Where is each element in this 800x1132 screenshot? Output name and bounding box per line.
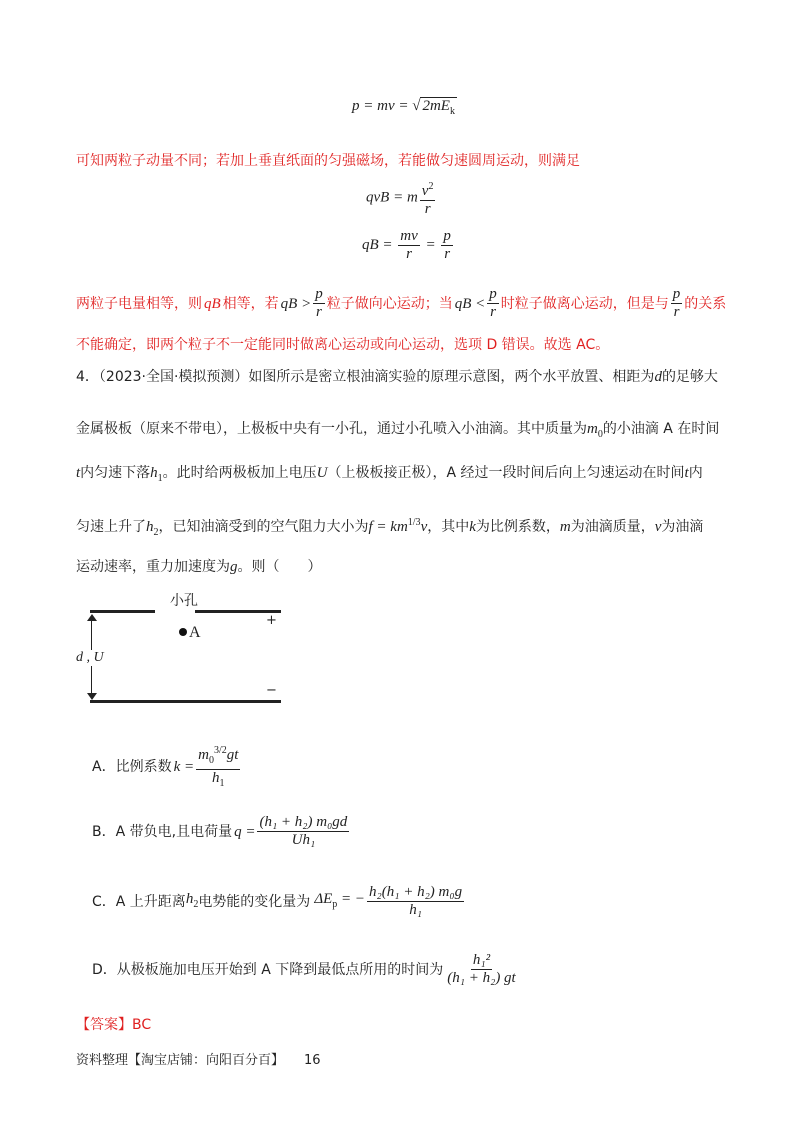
page-number: 16 xyxy=(304,1053,321,1068)
distance-voltage-label: d , U xyxy=(76,650,104,665)
explanation-line-3: 不能确定，即两个粒子不一定能同时做离心运动或向心运动，选项 D 错误。故选 AC。 xyxy=(76,337,610,353)
answer: 【答案】BC xyxy=(76,1017,152,1033)
question-4-line-3: t内匀速下落$h_1$。此时给两极板加上电压U（上极板接正极），A 经过一段时间后向上匀速运动在时间t内 xyxy=(76,465,703,484)
option-d[interactable]: D．从极板施加电压开始到 A 下降到最低点所用的时间为 $\frac{\text{h₁²}}{\text{(h₁ + h₂) gt}}$ xyxy=(92,952,516,986)
option-a[interactable]: A．比例系数 k = $\frac{m_0^{3/2}gt}{h_1}$ xyxy=(92,742,242,792)
arrow-down-icon xyxy=(87,693,97,700)
arrow-up-icon xyxy=(87,614,97,621)
question-4-line-2: 金属极板（原来不带电），上极板中央有一小孔，通过小孔喷入小油滴。其中质量为$m_0$的小油滴 A 在时间 xyxy=(76,421,720,440)
formula-qvB: qvB = m $\frac{v^2}{r}$ xyxy=(366,178,437,218)
option-c[interactable]: C．A 上升距离 $h_2$ 电势能的变化量为 $\Delta E_p$ = − $\frac{\text{h₂(h₁ + h₂) m₀g}}{\text{h₁}}$ xyxy=(92,884,463,918)
formula-momentum: p = mv = √ $2mE_k$ xyxy=(352,98,455,117)
explanation-line-1: 可知两粒子动量不同；若加上垂直纸面的匀强磁场，若能做匀速圆周运动，则满足 xyxy=(76,153,580,169)
millikan-diagram xyxy=(70,590,300,710)
hole-label: 小孔 xyxy=(170,593,198,609)
question-4-line-4: 匀速上升了$h_2$，已知油滴受到的空气阻力大小为$f = km^{1/3}v$，其中k为比例系数，m为油滴质量，v为油滴 xyxy=(76,517,704,538)
formula-qB: qB = $\frac{mv}{r}$ = $\frac{p}{r}$ xyxy=(362,228,451,262)
footer-source: 资料整理【淘宝店铺：向阳百分百】 xyxy=(76,1053,285,1068)
lower-plate xyxy=(90,700,281,703)
option-b[interactable]: B．A 带负电,且电荷量 q = $\frac{\text{(h₁ + h₂) m₀gd}}{\text{Uh₁}}$ xyxy=(92,814,348,848)
minus-sign: − xyxy=(266,683,277,698)
droplet-dot xyxy=(179,628,187,636)
question-4-line-1: 4．（2023·全国·模拟预测）如图所示是密立根油滴实验的原理示意图，两个水平放置、相距为d的足够大 xyxy=(76,369,718,385)
question-4-line-5: 运动速率，重力加速度为g。则（ ） xyxy=(76,559,322,575)
plus-sign: + xyxy=(266,613,277,628)
explanation-line-2: 两粒子电量相等，则 qB 相等，若 qB > $\frac{p}{r}$ 粒子做向心运动；当 qB < $\frac{p}{r}$ 时粒子做离心运动，但是与 $\frac{p}{r}$ 的关系 xyxy=(76,286,727,320)
upper-plate-left xyxy=(90,610,155,613)
droplet-label: A xyxy=(189,624,201,641)
